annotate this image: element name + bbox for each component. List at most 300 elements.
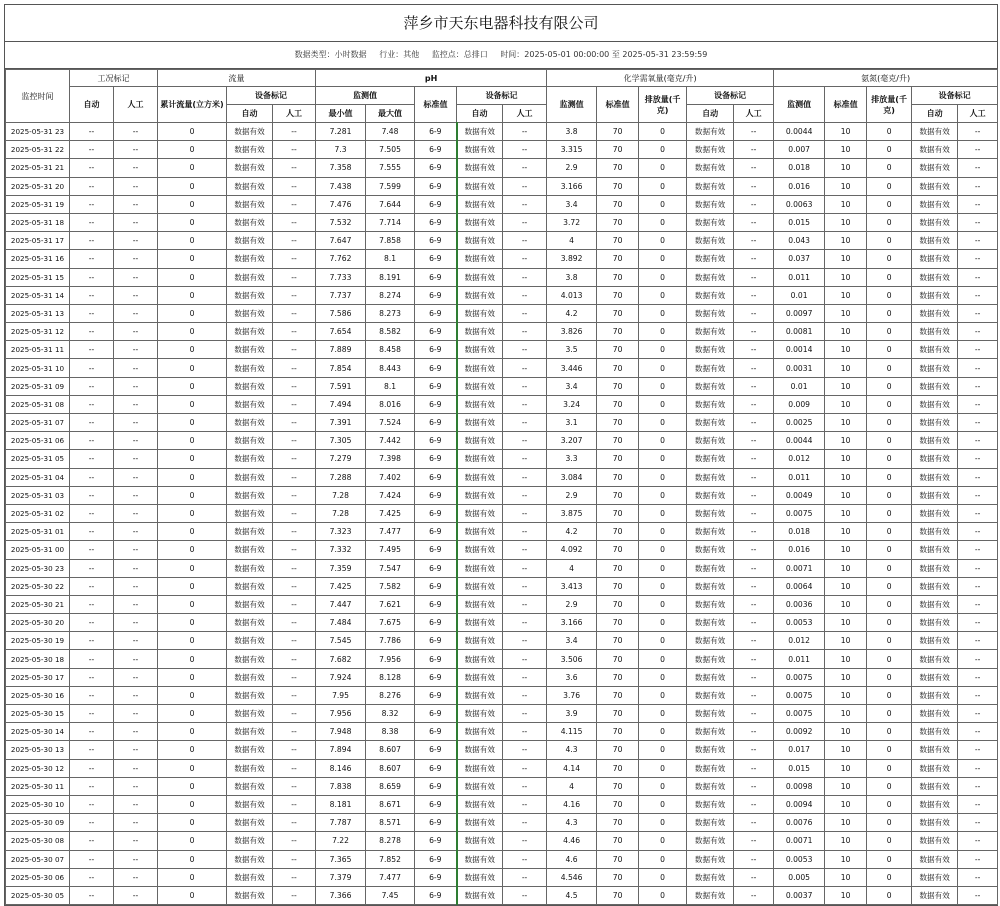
cell-nh3-discharge: 0 bbox=[867, 159, 912, 177]
cell-ph-manual: -- bbox=[503, 795, 547, 813]
cell-nh3-manual: -- bbox=[958, 450, 998, 468]
cell-ph-min: 7.476 bbox=[316, 195, 366, 213]
cell-cum-flow: 0 bbox=[158, 577, 227, 595]
cell-ph-manual: -- bbox=[503, 541, 547, 559]
cell-work-manual: -- bbox=[114, 377, 158, 395]
cell-ph-auto: 数据有效 bbox=[457, 323, 503, 341]
cell-nh3-value: 0.0097 bbox=[774, 304, 825, 322]
cell-nh3-manual: -- bbox=[958, 159, 998, 177]
header-cod-monitor-value: 监测值 bbox=[547, 87, 597, 123]
report-sheet bbox=[4, 4, 998, 906]
cell-nh3-standard: 10 bbox=[825, 414, 867, 432]
cell-nh3-manual: -- bbox=[958, 250, 998, 268]
cell-nh3-standard: 10 bbox=[825, 705, 867, 723]
cell-work-auto: -- bbox=[70, 432, 114, 450]
cell-ph-max: 7.786 bbox=[366, 632, 415, 650]
cell-cod-standard: 70 bbox=[597, 213, 639, 231]
cell-cum-flow: 0 bbox=[158, 504, 227, 522]
cell-ph-min: 7.22 bbox=[316, 832, 366, 850]
cell-cod-manual: -- bbox=[734, 468, 774, 486]
cell-cod-auto: 数据有效 bbox=[687, 759, 734, 777]
cell-flow-auto: 数据有效 bbox=[227, 795, 273, 813]
cell-work-manual: -- bbox=[114, 486, 158, 504]
cell-cum-flow: 0 bbox=[158, 432, 227, 450]
cell-nh3-discharge: 0 bbox=[867, 541, 912, 559]
cell-ph-min: 7.359 bbox=[316, 559, 366, 577]
cell-nh3-manual: -- bbox=[958, 795, 998, 813]
cell-work-manual: -- bbox=[114, 705, 158, 723]
cell-ph-auto: 数据有效 bbox=[457, 741, 503, 759]
cell-ph-standard: 6-9 bbox=[415, 377, 457, 395]
cell-cod-discharge: 0 bbox=[639, 705, 687, 723]
cell-time: 2025-05-31 10 bbox=[6, 359, 70, 377]
cell-nh3-standard: 10 bbox=[825, 232, 867, 250]
cell-nh3-auto: 数据有效 bbox=[912, 559, 958, 577]
cell-nh3-auto: 数据有效 bbox=[912, 395, 958, 413]
cell-nh3-auto: 数据有效 bbox=[912, 886, 958, 904]
cell-nh3-auto: 数据有效 bbox=[912, 359, 958, 377]
cell-ph-manual: -- bbox=[503, 286, 547, 304]
cell-flow-auto: 数据有效 bbox=[227, 868, 273, 886]
cell-nh3-auto: 数据有效 bbox=[912, 814, 958, 832]
cell-nh3-auto: 数据有效 bbox=[912, 541, 958, 559]
cell-nh3-manual: -- bbox=[958, 614, 998, 632]
cell-flow-manual: -- bbox=[273, 759, 316, 777]
cell-nh3-auto: 数据有效 bbox=[912, 759, 958, 777]
header-flow-auto: 自动 bbox=[227, 105, 273, 123]
cell-ph-manual: -- bbox=[503, 123, 547, 141]
cell-cod-auto: 数据有效 bbox=[687, 213, 734, 231]
cell-work-manual: -- bbox=[114, 213, 158, 231]
cell-ph-auto: 数据有效 bbox=[457, 705, 503, 723]
cell-cod-discharge: 0 bbox=[639, 359, 687, 377]
cell-flow-manual: -- bbox=[273, 250, 316, 268]
cell-nh3-value: 0.01 bbox=[774, 286, 825, 304]
cell-ph-manual: -- bbox=[503, 577, 547, 595]
cell-flow-manual: -- bbox=[273, 213, 316, 231]
cell-ph-manual: -- bbox=[503, 250, 547, 268]
cell-ph-auto: 数据有效 bbox=[457, 759, 503, 777]
cell-cod-standard: 70 bbox=[597, 850, 639, 868]
cell-cod-discharge: 0 bbox=[639, 668, 687, 686]
cell-nh3-auto: 数据有效 bbox=[912, 232, 958, 250]
cell-cod-auto: 数据有效 bbox=[687, 468, 734, 486]
cell-nh3-auto: 数据有效 bbox=[912, 577, 958, 595]
cell-ph-min: 7.281 bbox=[316, 123, 366, 141]
cell-nh3-standard: 10 bbox=[825, 668, 867, 686]
cell-time: 2025-05-30 05 bbox=[6, 886, 70, 904]
cell-cod-manual: -- bbox=[734, 741, 774, 759]
cell-nh3-discharge: 0 bbox=[867, 741, 912, 759]
cell-work-manual: -- bbox=[114, 523, 158, 541]
cell-nh3-auto: 数据有效 bbox=[912, 304, 958, 322]
cell-ph-standard: 6-9 bbox=[415, 559, 457, 577]
cell-nh3-value: 0.0063 bbox=[774, 195, 825, 213]
cell-cod-discharge: 0 bbox=[639, 741, 687, 759]
table-row bbox=[6, 286, 998, 304]
cell-ph-auto: 数据有效 bbox=[457, 177, 503, 195]
header-work-auto: 自动 bbox=[70, 87, 114, 123]
cell-flow-manual: -- bbox=[273, 577, 316, 595]
cell-ph-max: 7.398 bbox=[366, 450, 415, 468]
cell-cod-value: 4.46 bbox=[547, 832, 597, 850]
cell-work-auto: -- bbox=[70, 523, 114, 541]
cell-ph-standard: 6-9 bbox=[415, 141, 457, 159]
cell-nh3-standard: 10 bbox=[825, 850, 867, 868]
cell-ph-manual: -- bbox=[503, 232, 547, 250]
cell-ph-manual: -- bbox=[503, 832, 547, 850]
cell-cod-manual: -- bbox=[734, 177, 774, 195]
table-row bbox=[6, 650, 998, 668]
cell-flow-manual: -- bbox=[273, 414, 316, 432]
cell-cod-discharge: 0 bbox=[639, 250, 687, 268]
cell-work-auto: -- bbox=[70, 141, 114, 159]
table-row bbox=[6, 395, 998, 413]
cell-flow-manual: -- bbox=[273, 814, 316, 832]
cell-flow-auto: 数据有效 bbox=[227, 832, 273, 850]
cell-time: 2025-05-31 17 bbox=[6, 232, 70, 250]
cell-work-auto: -- bbox=[70, 668, 114, 686]
cell-nh3-standard: 10 bbox=[825, 177, 867, 195]
cell-nh3-auto: 数据有效 bbox=[912, 468, 958, 486]
cell-work-manual: -- bbox=[114, 177, 158, 195]
cell-cod-manual: -- bbox=[734, 886, 774, 904]
cell-flow-auto: 数据有效 bbox=[227, 268, 273, 286]
cell-ph-auto: 数据有效 bbox=[457, 395, 503, 413]
cell-ph-standard: 6-9 bbox=[415, 232, 457, 250]
cell-nh3-manual: -- bbox=[958, 232, 998, 250]
cell-nh3-standard: 10 bbox=[825, 686, 867, 704]
cell-ph-min: 7.682 bbox=[316, 650, 366, 668]
cell-cod-auto: 数据有效 bbox=[687, 432, 734, 450]
cell-ph-manual: -- bbox=[503, 723, 547, 741]
cell-flow-auto: 数据有效 bbox=[227, 377, 273, 395]
cell-time: 2025-05-30 23 bbox=[6, 559, 70, 577]
cell-cum-flow: 0 bbox=[158, 286, 227, 304]
cell-nh3-auto: 数据有效 bbox=[912, 868, 958, 886]
cell-work-auto: -- bbox=[70, 795, 114, 813]
cell-time: 2025-05-30 16 bbox=[6, 686, 70, 704]
cell-ph-standard: 6-9 bbox=[415, 486, 457, 504]
cell-cod-value: 3.8 bbox=[547, 268, 597, 286]
company-title: 萍乡市天东电器科技有限公司 bbox=[5, 5, 997, 42]
cell-cod-value: 4.092 bbox=[547, 541, 597, 559]
cell-ph-auto: 数据有效 bbox=[457, 523, 503, 541]
cell-cod-manual: -- bbox=[734, 195, 774, 213]
cell-cod-auto: 数据有效 bbox=[687, 559, 734, 577]
cell-time: 2025-05-31 01 bbox=[6, 523, 70, 541]
cell-work-manual: -- bbox=[114, 232, 158, 250]
cell-time: 2025-05-31 16 bbox=[6, 250, 70, 268]
cell-cod-value: 4.2 bbox=[547, 304, 597, 322]
cell-nh3-standard: 10 bbox=[825, 486, 867, 504]
cell-ph-max: 8.1 bbox=[366, 377, 415, 395]
cell-ph-min: 7.494 bbox=[316, 395, 366, 413]
cell-work-manual: -- bbox=[114, 341, 158, 359]
cell-ph-auto: 数据有效 bbox=[457, 686, 503, 704]
cell-flow-auto: 数据有效 bbox=[227, 414, 273, 432]
cell-cod-value: 4.546 bbox=[547, 868, 597, 886]
header-ph-manual: 人工 bbox=[503, 105, 547, 123]
cell-ph-manual: -- bbox=[503, 559, 547, 577]
cell-cod-manual: -- bbox=[734, 414, 774, 432]
cell-nh3-value: 0.011 bbox=[774, 650, 825, 668]
cell-work-manual: -- bbox=[114, 650, 158, 668]
cell-nh3-manual: -- bbox=[958, 268, 998, 286]
cell-time: 2025-05-31 03 bbox=[6, 486, 70, 504]
header-nh3-manual: 人工 bbox=[958, 105, 998, 123]
cell-nh3-standard: 10 bbox=[825, 650, 867, 668]
table-row bbox=[6, 868, 998, 886]
cell-nh3-manual: -- bbox=[958, 577, 998, 595]
cell-ph-manual: -- bbox=[503, 213, 547, 231]
cell-ph-max: 8.38 bbox=[366, 723, 415, 741]
cell-cod-value: 4.2 bbox=[547, 523, 597, 541]
cell-ph-standard: 6-9 bbox=[415, 195, 457, 213]
cell-ph-min: 7.733 bbox=[316, 268, 366, 286]
header-nh3-auto: 自动 bbox=[912, 105, 958, 123]
cell-ph-max: 7.858 bbox=[366, 232, 415, 250]
cell-nh3-discharge: 0 bbox=[867, 323, 912, 341]
cell-ph-max: 7.524 bbox=[366, 414, 415, 432]
cell-cod-auto: 数据有效 bbox=[687, 632, 734, 650]
cell-cod-value: 3.8 bbox=[547, 123, 597, 141]
cell-nh3-manual: -- bbox=[958, 395, 998, 413]
cell-cod-standard: 70 bbox=[597, 341, 639, 359]
cell-cod-discharge: 0 bbox=[639, 195, 687, 213]
cell-cum-flow: 0 bbox=[158, 159, 227, 177]
cell-cod-standard: 70 bbox=[597, 177, 639, 195]
cell-ph-max: 8.273 bbox=[366, 304, 415, 322]
cell-cod-value: 3.9 bbox=[547, 705, 597, 723]
cell-cod-discharge: 0 bbox=[639, 268, 687, 286]
cell-cum-flow: 0 bbox=[158, 541, 227, 559]
cell-ph-manual: -- bbox=[503, 159, 547, 177]
cell-ph-standard: 6-9 bbox=[415, 705, 457, 723]
header-flow: 流量 bbox=[158, 70, 316, 87]
cell-cod-standard: 70 bbox=[597, 359, 639, 377]
cell-work-auto: -- bbox=[70, 304, 114, 322]
cell-ph-standard: 6-9 bbox=[415, 723, 457, 741]
cell-cum-flow: 0 bbox=[158, 359, 227, 377]
cell-nh3-standard: 10 bbox=[825, 614, 867, 632]
cell-nh3-discharge: 0 bbox=[867, 632, 912, 650]
cell-flow-auto: 数据有效 bbox=[227, 504, 273, 522]
cell-flow-manual: -- bbox=[273, 795, 316, 813]
cell-ph-max: 7.621 bbox=[366, 595, 415, 613]
cell-cod-auto: 数据有效 bbox=[687, 377, 734, 395]
cell-work-manual: -- bbox=[114, 195, 158, 213]
cell-ph-max: 7.547 bbox=[366, 559, 415, 577]
cell-ph-auto: 数据有效 bbox=[457, 304, 503, 322]
cell-time: 2025-05-31 23 bbox=[6, 123, 70, 141]
cell-cod-manual: -- bbox=[734, 577, 774, 595]
cell-cod-auto: 数据有效 bbox=[687, 832, 734, 850]
cell-nh3-auto: 数据有效 bbox=[912, 614, 958, 632]
cell-cod-standard: 70 bbox=[597, 886, 639, 904]
cell-nh3-manual: -- bbox=[958, 850, 998, 868]
cell-nh3-value: 0.0014 bbox=[774, 341, 825, 359]
cell-ph-min: 7.586 bbox=[316, 304, 366, 322]
table-row bbox=[6, 213, 998, 231]
cell-flow-manual: -- bbox=[273, 195, 316, 213]
cell-nh3-standard: 10 bbox=[825, 814, 867, 832]
cell-nh3-auto: 数据有效 bbox=[912, 850, 958, 868]
cell-ph-standard: 6-9 bbox=[415, 468, 457, 486]
cell-work-manual: -- bbox=[114, 777, 158, 795]
cell-nh3-value: 0.0053 bbox=[774, 614, 825, 632]
table-row bbox=[6, 832, 998, 850]
cell-nh3-standard: 10 bbox=[825, 468, 867, 486]
cell-ph-max: 7.714 bbox=[366, 213, 415, 231]
cell-nh3-discharge: 0 bbox=[867, 377, 912, 395]
cell-work-auto: -- bbox=[70, 868, 114, 886]
cell-ph-auto: 数据有效 bbox=[457, 814, 503, 832]
cell-nh3-discharge: 0 bbox=[867, 414, 912, 432]
cell-work-manual: -- bbox=[114, 250, 158, 268]
cell-ph-standard: 6-9 bbox=[415, 323, 457, 341]
cell-ph-min: 7.924 bbox=[316, 668, 366, 686]
cell-cod-value: 3.506 bbox=[547, 650, 597, 668]
cell-ph-manual: -- bbox=[503, 886, 547, 904]
cell-ph-auto: 数据有效 bbox=[457, 723, 503, 741]
cell-time: 2025-05-30 14 bbox=[6, 723, 70, 741]
cell-cod-manual: -- bbox=[734, 668, 774, 686]
cell-cod-value: 3.72 bbox=[547, 213, 597, 231]
cell-cod-standard: 70 bbox=[597, 523, 639, 541]
cell-cod-standard: 70 bbox=[597, 614, 639, 632]
cell-flow-manual: -- bbox=[273, 450, 316, 468]
cell-ph-min: 7.379 bbox=[316, 868, 366, 886]
cell-cod-value: 3.6 bbox=[547, 668, 597, 686]
cell-cum-flow: 0 bbox=[158, 195, 227, 213]
cell-ph-max: 8.276 bbox=[366, 686, 415, 704]
cell-cum-flow: 0 bbox=[158, 177, 227, 195]
header-cod-auto: 自动 bbox=[687, 105, 734, 123]
header-nh3: 氨氮(毫克/升) bbox=[774, 70, 998, 87]
cell-nh3-value: 0.0075 bbox=[774, 686, 825, 704]
cell-cum-flow: 0 bbox=[158, 705, 227, 723]
cell-ph-manual: -- bbox=[503, 468, 547, 486]
cell-ph-standard: 6-9 bbox=[415, 868, 457, 886]
cell-cod-value: 4.3 bbox=[547, 741, 597, 759]
header-ph-standard: 标准值 bbox=[415, 87, 457, 123]
cell-cod-value: 4.6 bbox=[547, 850, 597, 868]
cell-cod-value: 3.315 bbox=[547, 141, 597, 159]
cell-cod-value: 2.9 bbox=[547, 159, 597, 177]
cell-nh3-manual: -- bbox=[958, 723, 998, 741]
cell-cod-discharge: 0 bbox=[639, 177, 687, 195]
cell-work-manual: -- bbox=[114, 414, 158, 432]
cell-work-auto: -- bbox=[70, 686, 114, 704]
cell-cod-discharge: 0 bbox=[639, 395, 687, 413]
cell-cod-auto: 数据有效 bbox=[687, 177, 734, 195]
cell-ph-max: 8.659 bbox=[366, 777, 415, 795]
cell-cod-manual: -- bbox=[734, 559, 774, 577]
cell-cod-auto: 数据有效 bbox=[687, 686, 734, 704]
cell-cum-flow: 0 bbox=[158, 650, 227, 668]
cell-nh3-discharge: 0 bbox=[867, 595, 912, 613]
cell-ph-max: 7.852 bbox=[366, 850, 415, 868]
cell-flow-manual: -- bbox=[273, 159, 316, 177]
cell-nh3-value: 0.009 bbox=[774, 395, 825, 413]
cell-cod-value: 3.4 bbox=[547, 377, 597, 395]
cell-nh3-value: 0.0053 bbox=[774, 850, 825, 868]
cell-ph-min: 8.146 bbox=[316, 759, 366, 777]
cell-cod-auto: 数据有效 bbox=[687, 668, 734, 686]
cell-ph-standard: 6-9 bbox=[415, 668, 457, 686]
cell-cod-manual: -- bbox=[734, 795, 774, 813]
cell-ph-auto: 数据有效 bbox=[457, 832, 503, 850]
cell-time: 2025-05-31 18 bbox=[6, 213, 70, 231]
cell-nh3-manual: -- bbox=[958, 777, 998, 795]
cell-nh3-standard: 10 bbox=[825, 632, 867, 650]
cell-nh3-standard: 10 bbox=[825, 323, 867, 341]
cell-ph-standard: 6-9 bbox=[415, 632, 457, 650]
cell-ph-manual: -- bbox=[503, 195, 547, 213]
cell-ph-standard: 6-9 bbox=[415, 795, 457, 813]
cell-nh3-discharge: 0 bbox=[867, 341, 912, 359]
cell-nh3-standard: 10 bbox=[825, 559, 867, 577]
table-row bbox=[6, 268, 998, 286]
cell-work-manual: -- bbox=[114, 595, 158, 613]
cell-nh3-auto: 数据有效 bbox=[912, 705, 958, 723]
cell-ph-max: 7.45 bbox=[366, 886, 415, 904]
cell-ph-min: 7.762 bbox=[316, 250, 366, 268]
cell-work-auto: -- bbox=[70, 468, 114, 486]
cell-nh3-manual: -- bbox=[958, 832, 998, 850]
cell-work-auto: -- bbox=[70, 632, 114, 650]
cell-ph-auto: 数据有效 bbox=[457, 341, 503, 359]
cell-cod-standard: 70 bbox=[597, 268, 639, 286]
cell-cod-auto: 数据有效 bbox=[687, 141, 734, 159]
cell-flow-auto: 数据有效 bbox=[227, 195, 273, 213]
cell-cod-discharge: 0 bbox=[639, 504, 687, 522]
table-row bbox=[6, 577, 998, 595]
cell-ph-max: 7.956 bbox=[366, 650, 415, 668]
cell-work-manual: -- bbox=[114, 504, 158, 522]
data-table bbox=[5, 69, 998, 905]
cell-time: 2025-05-30 10 bbox=[6, 795, 70, 813]
table-row bbox=[6, 886, 998, 904]
cell-ph-manual: -- bbox=[503, 141, 547, 159]
cell-ph-auto: 数据有效 bbox=[457, 650, 503, 668]
cell-ph-max: 8.274 bbox=[366, 286, 415, 304]
cell-cod-discharge: 0 bbox=[639, 141, 687, 159]
cell-time: 2025-05-31 13 bbox=[6, 304, 70, 322]
cell-ph-manual: -- bbox=[503, 177, 547, 195]
cell-cod-manual: -- bbox=[734, 868, 774, 886]
cell-nh3-manual: -- bbox=[958, 286, 998, 304]
cell-cod-discharge: 0 bbox=[639, 123, 687, 141]
cell-cod-standard: 70 bbox=[597, 577, 639, 595]
cell-nh3-value: 0.0064 bbox=[774, 577, 825, 595]
cell-cum-flow: 0 bbox=[158, 304, 227, 322]
cell-work-manual: -- bbox=[114, 668, 158, 686]
header-monitor-time: 监控时间 bbox=[6, 70, 70, 123]
cell-cum-flow: 0 bbox=[158, 686, 227, 704]
table-row bbox=[6, 232, 998, 250]
cell-cod-value: 4.5 bbox=[547, 886, 597, 904]
cell-flow-manual: -- bbox=[273, 141, 316, 159]
cell-cod-auto: 数据有效 bbox=[687, 232, 734, 250]
cell-ph-auto: 数据有效 bbox=[457, 213, 503, 231]
cell-flow-manual: -- bbox=[273, 486, 316, 504]
header-work-mark: 工况标记 bbox=[70, 70, 158, 87]
time-range: 时间：2025-05-01 00:00:00 至 2025-05-31 23:59:59 bbox=[500, 50, 708, 59]
cell-nh3-value: 0.0071 bbox=[774, 559, 825, 577]
cell-cod-manual: -- bbox=[734, 286, 774, 304]
